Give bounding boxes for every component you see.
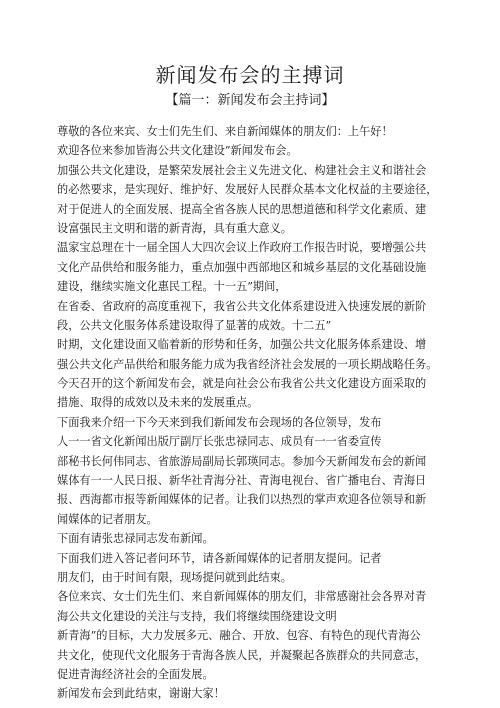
text-line: 的必然要求，是实现好、维护好、发展好人民群众基本文化权益的主要途径， (57, 183, 438, 197)
text-line: 措施、取得的成效以及未来的发展重点。 (57, 396, 259, 410)
text-line: 下面有请张忠禄同志发布新闻。 (57, 532, 214, 546)
text-line: 报、西海都市报等新闻媒体的记者。让我们以热烈的掌声欢迎各位领导和新 (57, 493, 427, 507)
text-line: 海公共文化建设的关注与支持，我们将继续围绕建设文明 (57, 609, 337, 623)
text-line: 欢迎各位来参加皆海公共文化建设”新闻发布会。 (57, 144, 298, 158)
text-line: 人一一省文化新闻出版厅副厅长张忠禄同志、成员有一一省委宣传 (57, 435, 382, 449)
document-body (57, 122, 449, 704)
text-line: 文化产品供给和服务能力，重点加强中西部地区和城乡基层的文化基础设施 (57, 260, 427, 274)
text-line: 下面我来介绍一下今天来到我们新闻发布会现场的各位领导，发布 (57, 415, 382, 429)
text-line: 媒体有一一人民日报、新华社青海分社、青海电视台、省广播电台、青海日 (57, 474, 427, 488)
text-line: 新闻发布会到此结束，谢谢大家！ (57, 687, 225, 701)
text-line: 段，公共文化服务体系建设取得了显著的成效。十二五” (57, 318, 332, 332)
text-line: 强公共文化产品供给和服务能力成为我省经济社会发展的一项长期战略任务。 (57, 357, 438, 371)
text-line: 闻媒体的记者朋友。 (57, 512, 158, 526)
text-line: 各位来宾、女士们先生们、来自新闻媒体的朋友们，非常感谢社会各界对青 (57, 590, 427, 604)
text-line: 今天召开的这个新闻发布会，就是向社会公布我省公共文化建设方面采取的 (57, 377, 427, 391)
text-line: 对于促进人的全面发展、提高全省各族人民的思想道德和科学文化素质、建 (57, 202, 427, 216)
text-line: 下面我们进入答记者问环节，请各新闻媒体的记者朋友提问。记者 (57, 551, 382, 565)
text-line: 部秘书长何伟同志、省旅游局副局长郭瑛同志。参加今天新闻发布会的新闻 (57, 454, 427, 468)
text-line: 朋友们，由于时间有限，现场提问就到此结束。 (57, 570, 292, 584)
text-line: 共文化，使现代文化服务于青海各族人民，并凝聚起各族群众的共同意志， (57, 648, 427, 662)
text-line: 促进青海经济社会的全面发展。 (57, 667, 214, 681)
document-subtitle: 【篇一：新闻发布会主持词】 (165, 93, 335, 108)
document-title: 新闻发布会的主搏词 (155, 63, 345, 87)
text-line: 尊敬的各位来宾、女士们先生们、来自新闻媒体的朋友们：上午好！ (57, 125, 393, 138)
text-line: 建设，继续实施文化惠民工程。十一五”期间， (57, 280, 287, 294)
text-line: 设富强民主文明和谐的新青海，具有重大意义。 (57, 221, 292, 235)
text-line: 时期，文化建设面又临着新的形势和任务，加强公共文化服务体系建设、增 (57, 338, 427, 352)
text-line: 加强公共文化建设，是繁荣发展社会主义先进文化、构建社会主义和谐社会 (57, 163, 427, 177)
text-line: 新青海”的目标，大力发展多元、融合、开放、包容、有特色的现代青海公 (57, 629, 421, 643)
text-line: 在省委、省政府的高度重视下，我省公共文化体系建设进入快速发展的新阶 (57, 299, 427, 313)
text-line: 温家宝总理在十一届全国人大四次会议上作政府工作报告时说，要增强公共 (57, 241, 427, 255)
